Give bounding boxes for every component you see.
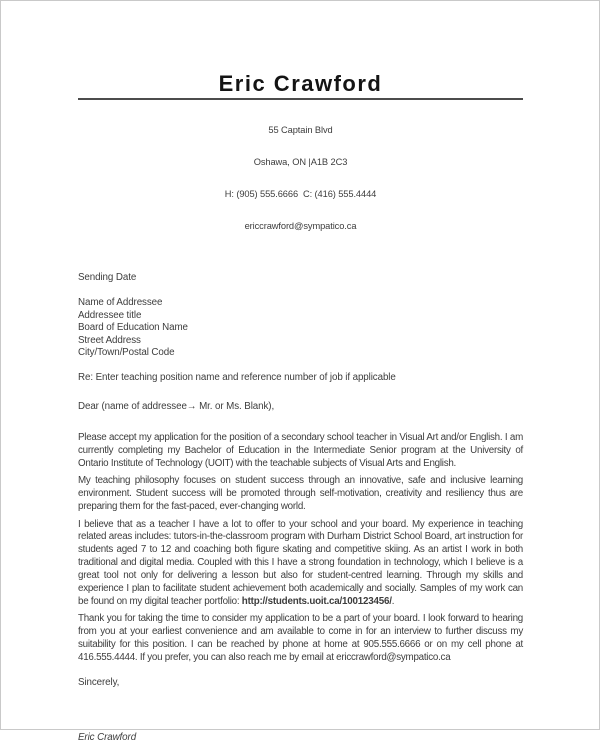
addressee-board: Board of Education Name (78, 322, 188, 334)
body-paragraph-1: Please accept my application for the position of a secondary school teacher in Visual Art and/or English. I am currently completing my Bachelor of Education in the Intermediate Senior program at the University of Ontario Institute of Technology (UOIT) with the teachable subjects of Visual Arts and English. (78, 432, 523, 469)
addressee-title: Addressee title (78, 309, 142, 321)
contact-address-line2: Oshawa, ON |A1B 2C3 (253, 156, 348, 167)
body-paragraph-2: My teaching philosophy focuses on student success through an innovative, safe and inclusive learning environment. Student success will be promoted through self-motivation, creativity and resiliency thus are preparing them for the fast-paced, ever-changing world. (78, 475, 523, 513)
portfolio-url: http://students.uoit.ca/100123456/ (241, 595, 392, 607)
subject-line: Re: Enter teaching position name and reference number of job if applicable (78, 371, 396, 383)
letterhead-name: Eric Crawford (218, 71, 383, 96)
signature: Eric Crawford (78, 731, 137, 743)
addressee-city: City/Town/Postal Code (78, 347, 175, 359)
letter-content (1, 1, 599, 744)
addressee-street: Street Address (78, 334, 141, 346)
contact-address-line1: 55 Captain Blvd (268, 125, 333, 136)
body-paragraph-3-period: . (391, 595, 395, 607)
sending-date: Sending Date (78, 272, 137, 284)
addressee-block (78, 297, 523, 360)
addressee-name: Name of Addressee (78, 296, 163, 308)
letterhead-rule (78, 98, 523, 100)
closing: Sincerely, (78, 676, 120, 688)
salutation: Dear (name of addressee→ Mr. or Ms. Blank), (78, 401, 275, 413)
body-paragraph-3-text: I believe that as a teacher I have a lot to offer to your school and your board. My experience in teaching related areas includes: tutors-in-the-classroom program with Durham District School Board, art instruction for students aged 7 to 12 and coaching both figure skating and competitive skiing. As an artist I work in both traditional and digital media. Coupled with this I have a strong foundation in technology, which I believe is a great tool not only for delivering a lesson but also for student-centred learning. Through my skills and experience I plan to facilitate student achievement both academically and socially. Samples of my work can be found on my digital teacher portfolio: (78, 518, 523, 607)
body-paragraph-3 (78, 519, 523, 609)
contact-phone-line: H: (905) 555.6666 C: (416) 555.4444 (224, 188, 377, 199)
body-paragraph-4: Thank you for taking the time to consider my application to be a part of your board. I look forward to hearing from you at your earliest convenience and am available to come in for an interview to further discuss my suitability for this position. I can be reached by phone at home at 905.555.6666 or on my cell phone at 416.555.4444. If you prefer, you can also reach me by email at ericcrawford@sympatico.ca (78, 613, 523, 664)
contact-email: ericcrawford@sympatico.ca (244, 220, 357, 231)
letterhead-contact-block (78, 104, 523, 252)
letter-body (78, 432, 523, 665)
